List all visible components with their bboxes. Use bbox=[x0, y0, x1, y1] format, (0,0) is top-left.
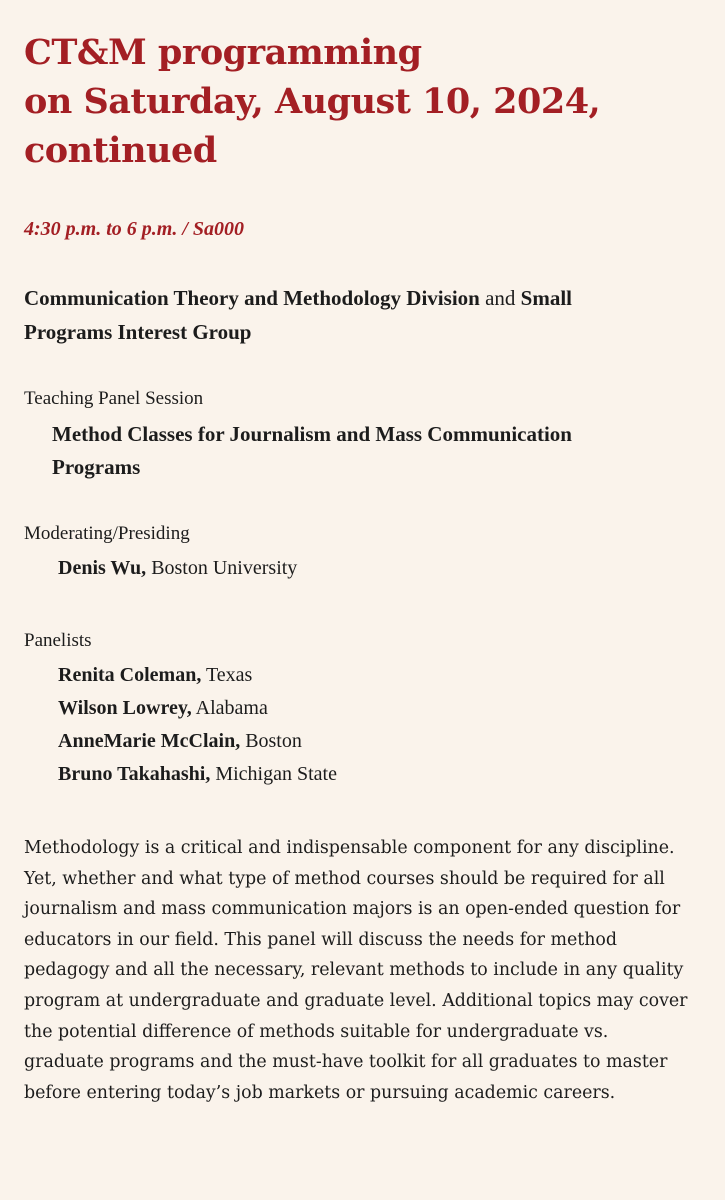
moderating-label: Moderating/Presiding bbox=[24, 523, 190, 544]
session-time: 4:30 p.m. to 6 p.m. / Sa000 bbox=[24, 218, 245, 240]
panelists-label: Panelists bbox=[24, 630, 92, 651]
organizer-division: Communication Theory and Methodology Division bbox=[24, 286, 480, 310]
title-line-3: continued bbox=[24, 130, 217, 171]
moderator-name: Denis Wu, bbox=[58, 557, 147, 579]
panelist-affiliation: Boston bbox=[240, 730, 302, 752]
organizer-connector: and bbox=[479, 286, 521, 310]
page-title bbox=[24, 28, 704, 175]
session-description: Methodology is a critical and indispensable component for any discipline. Yet, whether and what type of method courses should be required for all journalism and mass communication majors is an open-ended question for educators in our field. This panel will discuss the needs for method pedagogy and all the necessary, relevant methods to include in any quality program at undergraduate and graduate level. Additional topics may cover the potential difference of methods suitable for undergraduate vs. graduate programs and the must-have toolkit for all graduates to master before entering today’s job markets or pursuing academic careers. bbox=[24, 838, 688, 1103]
session-title: Method Classes for Journalism and Mass Communication Programs bbox=[52, 422, 572, 479]
panelist-item bbox=[58, 758, 704, 791]
panelist-affiliation: Michigan State bbox=[210, 763, 337, 785]
title-line-1: CT&M programming bbox=[24, 32, 422, 73]
panelist-affiliation: Alabama bbox=[191, 697, 268, 719]
panelist-item bbox=[58, 692, 704, 725]
session-organizers bbox=[24, 281, 644, 349]
moderator-affiliation: Boston University bbox=[146, 557, 298, 579]
program-page bbox=[24, 28, 704, 1126]
panelist-list bbox=[24, 659, 704, 791]
panelist-affiliation: Texas bbox=[201, 664, 253, 686]
panelist-item bbox=[58, 659, 704, 692]
session-type: Teaching Panel Session bbox=[24, 388, 204, 409]
panelist-name: Renita Coleman, bbox=[58, 664, 202, 686]
panelist-item bbox=[58, 725, 704, 758]
panelist-name: Bruno Takahashi, bbox=[58, 763, 211, 785]
organizer-interest-group: Small Programs Interest Group bbox=[24, 286, 572, 344]
panelist-name: Wilson Lowrey, bbox=[58, 697, 192, 719]
panelist-name: AnneMarie McClain, bbox=[58, 730, 241, 752]
moderator bbox=[58, 552, 704, 585]
title-line-2: on Saturday, August 10, 2024, bbox=[24, 81, 601, 122]
